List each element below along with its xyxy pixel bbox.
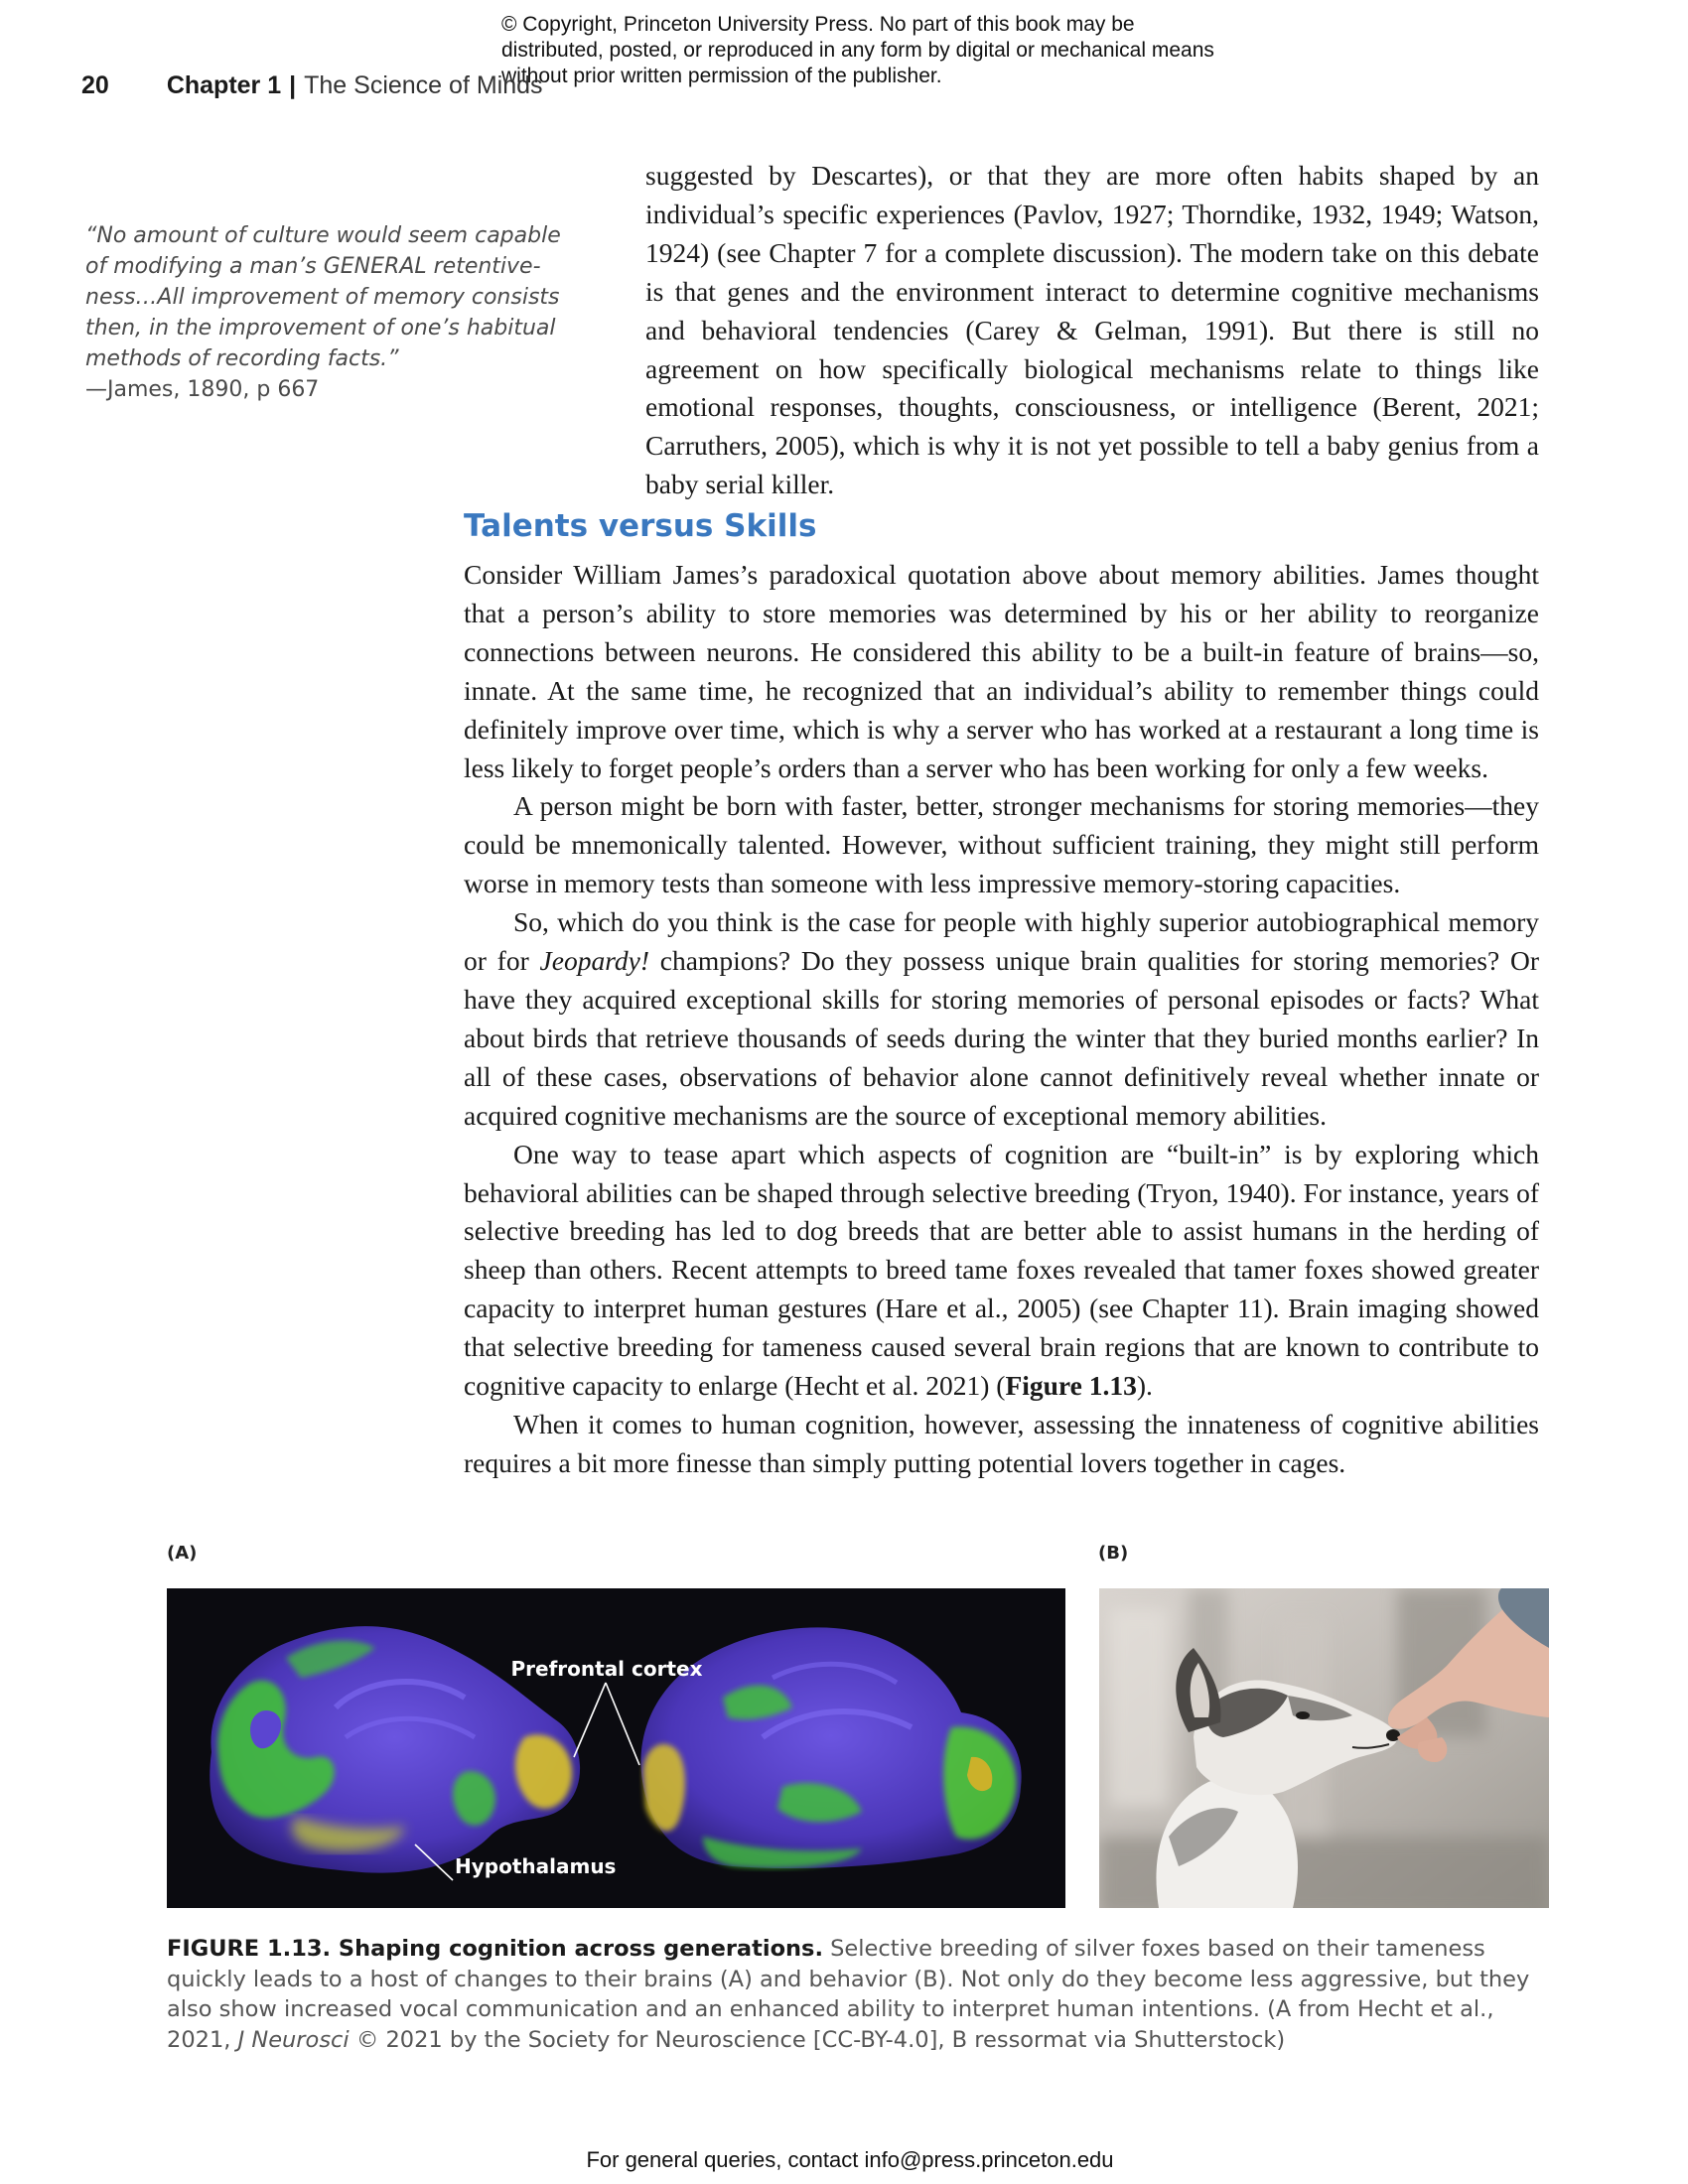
section-heading: Talents versus Skills [464, 508, 817, 544]
hypothalamus-label: Hypothalamus [455, 1854, 617, 1878]
paragraph-4-text-a: One way to tease apart which aspects of cognition are “built-in” is by exploring which behavioral abilities can be shaped through selective breeding (Tryon, 1940). For instance, years of selective breeding has led to dog breeds that are better able to assist humans in the herding of sheep than others. Recent attempts to breed tame foxes revealed that tamer foxes showed greater capacity to interpret human gestures (Hare et al., 2005) (see Chapter 11). Brain imaging showed that selective breeding for tameness caused several brain regions that are known to contribute to cognitive capacity to enlarge (Hecht et al. 2021) ( [464, 1138, 1539, 1402]
figure-caption [167, 1934, 1557, 2055]
panel-label-a: (A) [167, 1543, 198, 1564]
paragraph-3-text-b: champions? Do they possess unique brain qualities for storing memories? Or have they acquired exceptional skills for storing memories of personal episodes or facts? What about birds that retrieve thousands of seeds during the winter that they buried months earlier? In all of these cases, observations of behavior alone cannot definitively reveal whether innate or acquired cognitive mechanisms are the source of exceptional memory abilities. [464, 945, 1539, 1131]
prefrontal-pointer-right [606, 1683, 639, 1765]
epigraph [85, 220, 582, 405]
fox-photo-illustration [1099, 1588, 1549, 1908]
jeopardy-title: Jeopardy! [539, 945, 649, 977]
paragraph-2: A person might be born with faster, better, stronger mechanisms for storing memories—they could be mnemonically talented. However, without sufficient training, they might still perform worse in memory tests than someone with less impressive memory-storing capacities. [464, 790, 1539, 899]
caption-credit: © 2021 by the Society for Neuroscience [CC-BY-4.0], B ressormat via Shutterstock) [349, 2026, 1286, 2053]
paragraph-3 [464, 903, 1539, 1135]
caption-text: Selective breeding of silver foxes based on their tameness quickly leads to a host of changes to their brains (A) and behavior (B). Not only do they become less aggressive, but they also show increased vocal communication and an enhanced ability to interpret human intentions. (A from Hecht et al., 2021, [167, 1936, 1530, 2053]
footer-contact: For general queries, contact info@press.princeton.edu [586, 2147, 1114, 2172]
chapter-label: Chapter 1 [166, 71, 282, 99]
brain-scan-illustration [167, 1588, 1065, 1908]
section-talents-skills [464, 506, 1539, 1483]
paragraph-1: Consider William James’s paradoxical quotation above about memory abilities. James thought that a person’s ability to store memories was determined by his or her ability to reorganize connections between neurons. He considered this ability to be a built-in feature of brains—so, innate. At the same time, he recognized that an individual’s ability to remember things could definitely improve over time, which is why a server who has worked at a restaurant a long time is less likely to forget people’s orders than a server who has been working for only a few weeks. [464, 559, 1539, 783]
paragraph-3-text-a: So, which do you think is the case for people with highly superior autobiographical memory or for [464, 906, 1539, 977]
page-number: 20 [81, 71, 109, 99]
paragraph-4-text-b: ). [1136, 1370, 1153, 1402]
epigraph-attribution: —James, 1890, p 667 [85, 377, 320, 402]
prefrontal-pointer-left [574, 1683, 606, 1757]
caption-label: FIGURE 1.13. Shaping cognition across generations. [167, 1936, 823, 1962]
brain-scan-image [167, 1588, 1065, 1908]
prefrontal-cortex-label: Prefrontal cortex [510, 1657, 703, 1681]
chapter-title: The Science of Minds [304, 71, 543, 99]
panel-label-b: (B) [1098, 1543, 1129, 1564]
caption-journal: J Neurosci [237, 2026, 350, 2053]
paragraph-5: When it comes to human cognition, however, assessing the innateness of cognitive abilities requires a bit more finesse than simply putting potential lovers together in cages. [464, 1408, 1539, 1478]
epigraph-quote: “No amount of culture would seem capable of modifying a man’s GENERAL retentive-ness…All improvement of memory consists then, in the improvement of one’s habitual methods of recording facts.” [85, 223, 561, 371]
running-head [81, 71, 543, 111]
fox-photo [1099, 1588, 1549, 1908]
running-head-separator: | [289, 71, 297, 99]
intro-paragraph: suggested by Descartes), or that they are more often habits shaped by an individual’s specific experiences (Pavlov, 1927; Thorndike, 1932, 1949; Watson, 1924) (see Chapter 7 for a complete discussion). The modern take on this debate is that genes and the environment interact to determine cognitive mechanisms and behavioral tendencies (Carey & Gelman, 1991). But there is still no agreement on how specifically biological mechanisms relate to things like emotional responses, thoughts, consciousness, or intelligence (Berent, 2021; Carruthers, 2005), which is why it is not yet possible to tell a baby genius from a baby serial killer. [645, 160, 1539, 500]
paragraph-4 [464, 1136, 1539, 1406]
figure-reference: Figure 1.13 [1005, 1370, 1137, 1402]
copyright-notice: © Copyright, Princeton University Press. No part of this book may be distributed, posted, or reproduced in any form by digital or mechanical means without prior written permission of the publisher. [501, 13, 1214, 87]
